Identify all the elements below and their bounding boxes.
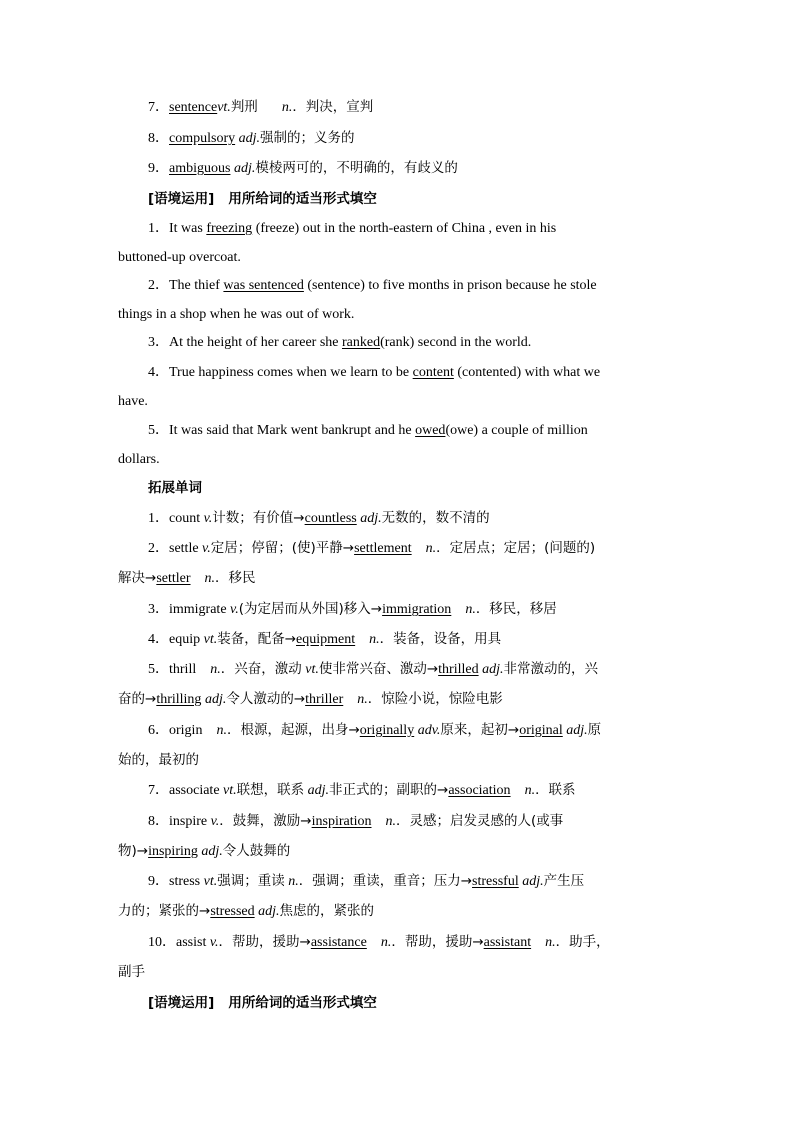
answer: freezing <box>206 221 253 236</box>
answer: assistant <box>483 935 532 950</box>
ext-item: 副手 <box>118 964 145 980</box>
exercise-line: 3．At the height of her career she ranked(rank) second in the world. <box>148 335 532 350</box>
exercise-line: 5．It was said that Mark went bankrupt and he owed(owe) a couple of million <box>148 423 588 438</box>
ext-item: 2．settle v.定居；停留；(使)平静→settlement n.．定居点；定居；(问题的) <box>148 540 596 556</box>
ext-item: 解决→settler n.．移民 <box>118 570 256 586</box>
ext-item: 物)→inspiring adj.令人鼓舞的 <box>118 843 291 859</box>
answer: thrilling <box>156 692 202 707</box>
ext-item: 1．count v.计数；有价值→countless adj.无数的，数不清的 <box>148 510 490 526</box>
answer: inspiration <box>311 814 372 829</box>
ext-item: 3．immigrate v.(为定居而从外国)移入→immigration n.．移民，移居 <box>148 601 557 617</box>
exercise-line: 1．It was freezing (freeze) out in the north-eastern of China , even in his <box>148 221 557 236</box>
exercise-line: have. <box>118 394 148 409</box>
exercise-line: dollars. <box>118 452 160 467</box>
ext-item: 10．assist v.．帮助，援助→assistance n.．帮助，援助→assistant n.．助手， <box>148 934 610 950</box>
answer: countless <box>304 511 357 526</box>
answer: assistance <box>310 935 367 950</box>
ext-item: 力的；紧张的→stressed adj.焦虑的，紧张的 <box>118 903 375 919</box>
vocab-word: ambiguous <box>169 161 231 176</box>
exercise-line: buttoned-up overcoat. <box>118 250 241 265</box>
section-heading: [语境运用] 用所给词的适当形式填空 <box>148 995 377 1011</box>
answer: stressful <box>472 874 519 889</box>
answer: inspiring <box>148 844 198 859</box>
ext-item: 8．inspire v.．鼓舞，激励→inspiration n.．灵感；启发灵感的人(或事 <box>148 813 564 829</box>
exercise-line: 4．True happiness comes when we learn to be content (contented) with what we <box>148 365 601 380</box>
answer: originally <box>359 723 415 738</box>
answer: original <box>519 723 563 738</box>
answer: was sentenced <box>223 278 304 293</box>
vocab-item: 8．compulsory adj.强制的；义务的 <box>148 130 355 146</box>
answer: association <box>448 783 511 798</box>
ext-item: 4．equip vt.装备，配备→equipment n.．装备，设备，用具 <box>148 631 502 647</box>
ext-item: 奋的→thrilling adj.令人激动的→thriller n.．惊险小说，惊险电影 <box>118 691 503 707</box>
vocab-word: compulsory <box>169 131 236 146</box>
exercise-line: 2．The thief was sentenced (sentence) to five months in prison because he stole <box>148 278 597 293</box>
vocab-item: 9．ambiguous adj.模棱两可的，不明确的，有歧义的 <box>148 160 458 176</box>
answer: settlement <box>354 541 412 556</box>
section-heading: 拓展单词 <box>148 480 202 496</box>
ext-item: 5．thrill n.．兴奋，激动 vt.使非常兴奋、激动→thrilled adj.非常激动的，兴 <box>148 661 598 677</box>
answer: stressed <box>210 904 255 919</box>
answer: ranked <box>341 335 381 350</box>
ext-item: 7．associate vt.联想，联系 adj.非正式的；副职的→association n.．联系 <box>148 782 576 798</box>
answer: settler <box>156 571 191 586</box>
exercise-line: things in a shop when he was out of work. <box>118 307 355 322</box>
answer: thriller <box>305 692 344 707</box>
ext-item: 始的，最初的 <box>118 752 199 768</box>
vocab-item: 7．sentencevt.判刑 n.．判决，宣判 <box>148 99 374 115</box>
answer: content <box>412 365 454 380</box>
ext-item: 9．stress vt.强调；重读 n.．强调；重读，重音；压力→stressful adj.产生压 <box>148 873 585 889</box>
answer: owed <box>415 423 446 438</box>
answer: immigration <box>382 602 452 617</box>
answer: equipment <box>296 632 356 647</box>
vocab-word: sentence <box>169 100 218 115</box>
section-heading: [语境运用] 用所给词的适当形式填空 <box>148 191 377 207</box>
answer: thrilled <box>438 662 479 677</box>
ext-item: 6．origin n.．根源，起源，出身→originally adv.原来，起初→original adj.原 <box>148 722 602 738</box>
